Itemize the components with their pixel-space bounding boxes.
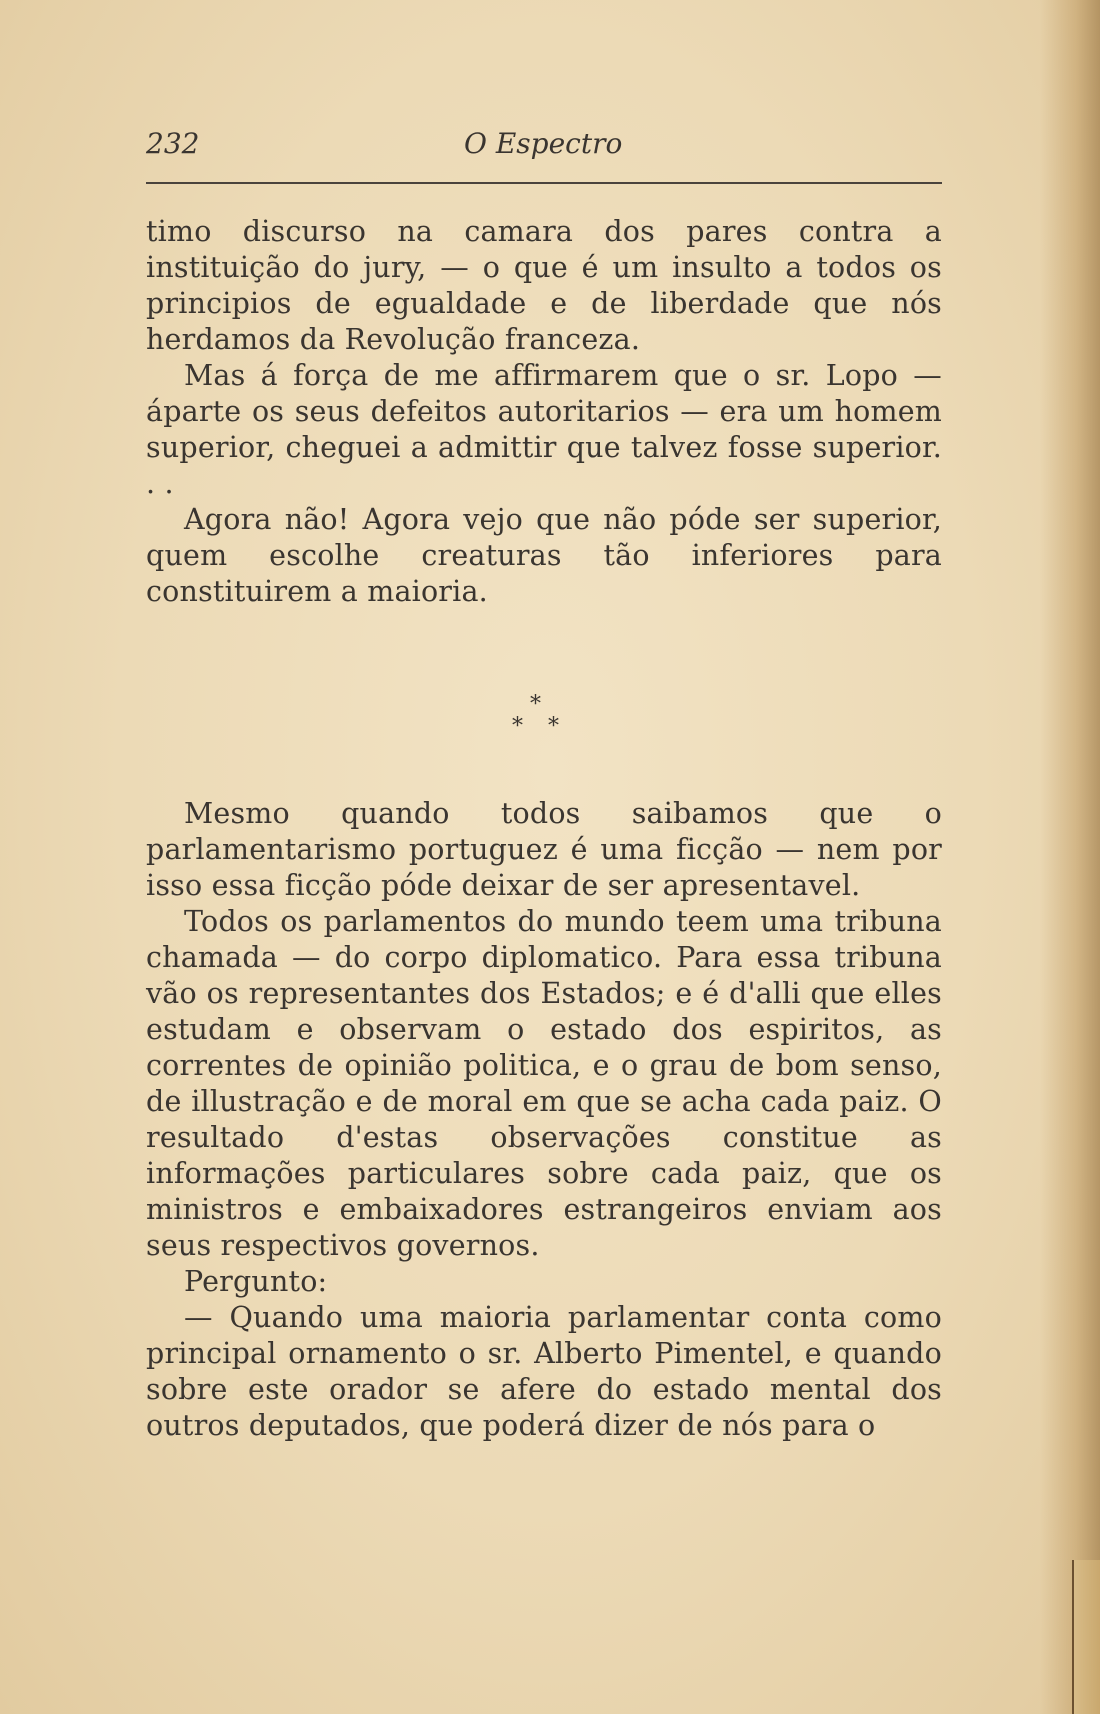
asterism-divider	[500, 694, 580, 744]
page-edge-shadow	[1040, 0, 1100, 1714]
header-rule	[146, 182, 942, 184]
asterism-star: *	[530, 692, 541, 717]
paragraph: Mesmo quando todos saibamos que o parlamentarismo portuguez é uma ficção — nem por isso essa ficção póde deixar de ser apresentavel.	[146, 797, 942, 902]
page-number: 232	[146, 127, 200, 160]
paragraph: Pergunto:	[184, 1265, 328, 1298]
running-header	[146, 124, 942, 164]
paragraph: Mas á força de me affirmarem que o sr. Lopo — áparte os seus defeitos autoritarios — era um homem superior, cheguei a admittir que talvez fosse superior. . .	[146, 359, 942, 500]
asterism-star: *	[548, 714, 559, 739]
paragraph: — Quando uma maioria parlamentar conta como principal ornamento o sr. Alberto Pimentel, e quando sobre este orador se afere do estado mental dos outros deputados, que poderá dizer de nós para o	[146, 1301, 942, 1442]
running-title: O Espectro	[464, 127, 623, 160]
text-section-two	[146, 796, 942, 1444]
paragraph-continuation: timo discurso na camara dos pares contra a instituição do jury, — o que é um insulto a todos os principios de egualdade e de liberdade que nós herdamos da Revolução franceza.	[146, 215, 942, 356]
asterism-star: *	[512, 714, 523, 739]
page-edge-tear	[1072, 1560, 1100, 1714]
paragraph: Agora não! Agora vejo que não póde ser superior, quem escolhe creaturas tão inferiores para constituirem a maioria.	[146, 503, 942, 608]
text-section-one	[146, 214, 942, 610]
paragraph: Todos os parlamentos do mundo teem uma tribuna chamada — do corpo diplomatico. Para essa tribuna vão os representantes dos Estados; e é d'alli que elles estudam e observam o estado dos espiritos, as correntes de opinião politica, e o grau de bom senso, de illustração e de moral em que se acha cada paiz. O resultado d'estas observações constitue as informações particulares sobre cada paiz, que os ministros e embaixadores estrangeiros enviam aos seus respectivos governos.	[146, 905, 942, 1262]
